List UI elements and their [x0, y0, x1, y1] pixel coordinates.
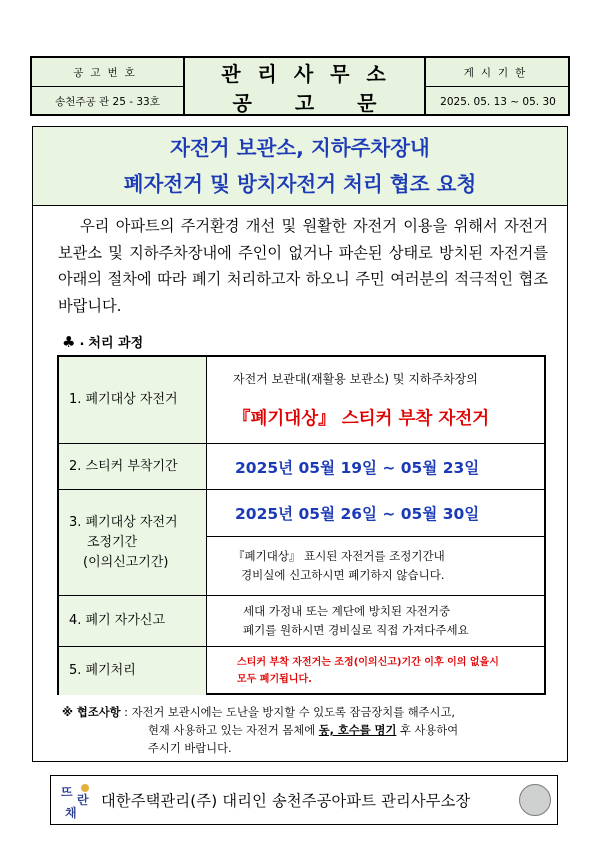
footer-text: 대한주택관리(주) 대리인 송천주공아파트 관리사무소장 [101, 791, 471, 810]
title-line-1: 자전거 보관소, 지하주차장내 [170, 136, 430, 160]
svg-text:채: 채 [65, 806, 77, 820]
official-seal-icon [519, 784, 551, 816]
title-line-2: 폐자전거 및 방치자전거 처리 협조 요청 [123, 172, 477, 196]
step-2-label: 2. 스티커 부착기간 [59, 444, 207, 489]
cooperation-note: ※ 협조사항 : 자전거 보관시에는 도난을 방지할 수 있도록 잠금장치를 해주시고, 현재 사용하고 있는 자전거 몸체에 동, 호수를 명기 후 사용하여 주시기 바랍니다. [62, 706, 459, 755]
step-5-detail: 스티커 부착 자전거는 조정(이의신고)기간 이후 이의 없을시 모두 폐기됩니다. [237, 657, 499, 685]
notice-number-value: 송천주공 관 25 - 33호 [55, 96, 160, 108]
office-title: 관 리 사 무 소 [221, 62, 388, 86]
step-4-detail: 세대 가정내 또는 계단에 방치된 자전거중 폐기를 원하시면 경비실로 직접 가져다주세요 [243, 604, 469, 637]
step-4-label: 4. 폐기 자가신고 [59, 596, 207, 646]
step-3-label: 3. 폐기대상 자전거 조정기간 (이의신고기간) [59, 490, 207, 595]
footer [50, 775, 558, 825]
club-icon: ♣ [62, 332, 76, 351]
note-label: ※ 협조사항 [62, 706, 121, 719]
svg-text:란: 란 [77, 793, 89, 807]
period-label: 게시기한 [463, 67, 533, 79]
sticker-highlight: 『폐기대상』 스티커 부착 자전거 [233, 409, 490, 429]
step-3-date: 2025년 05월 26일 ~ 05월 30일 [235, 505, 480, 523]
notice-title: 공 고 문 [232, 91, 377, 115]
step-1-detail: 자전거 보관대(재활용 보관소) 및 지하주차장의 『폐기대상』 스티커 부착 자전거 [207, 357, 544, 443]
logo [59, 780, 95, 820]
notice-number-label: 공고번호 [73, 67, 142, 79]
notice-header [30, 56, 570, 116]
section-title: 처리 과정 [88, 336, 144, 351]
intro-paragraph: 우리 아파트의 주거환경 개선 및 원활한 자전거 이용을 위해서 자전거 보관소 및 지하주차장내에 주인이 없거나 파손된 상태로 방치된 자전거를 아래의 절차에 따라 폐기 처리하고자 하오니 주민 여러분의 적극적인 협조 바랍니다. [58, 217, 548, 315]
title-box [32, 126, 568, 206]
step-1-label: 1. 폐기대상 자전거 [59, 357, 207, 443]
step-5-label: 5. 폐기처리 [59, 647, 207, 695]
period-value: 2025. 05. 13 ~ 05. 30 [440, 95, 556, 108]
step-2-date: 2025년 05월 19일 ~ 05월 23일 [235, 458, 480, 477]
step-3-detail: 『폐기대상』 표시된 자전거를 조정기간내 경비실에 신고하시면 폐기하지 않습니다. [233, 549, 445, 582]
note-emphasis: 동, 호수를 명기 [318, 724, 397, 737]
section-heading: ♣ . 처리 과정 [62, 332, 144, 351]
svg-text:뜨: 뜨 [61, 785, 73, 799]
process-table [57, 355, 546, 695]
